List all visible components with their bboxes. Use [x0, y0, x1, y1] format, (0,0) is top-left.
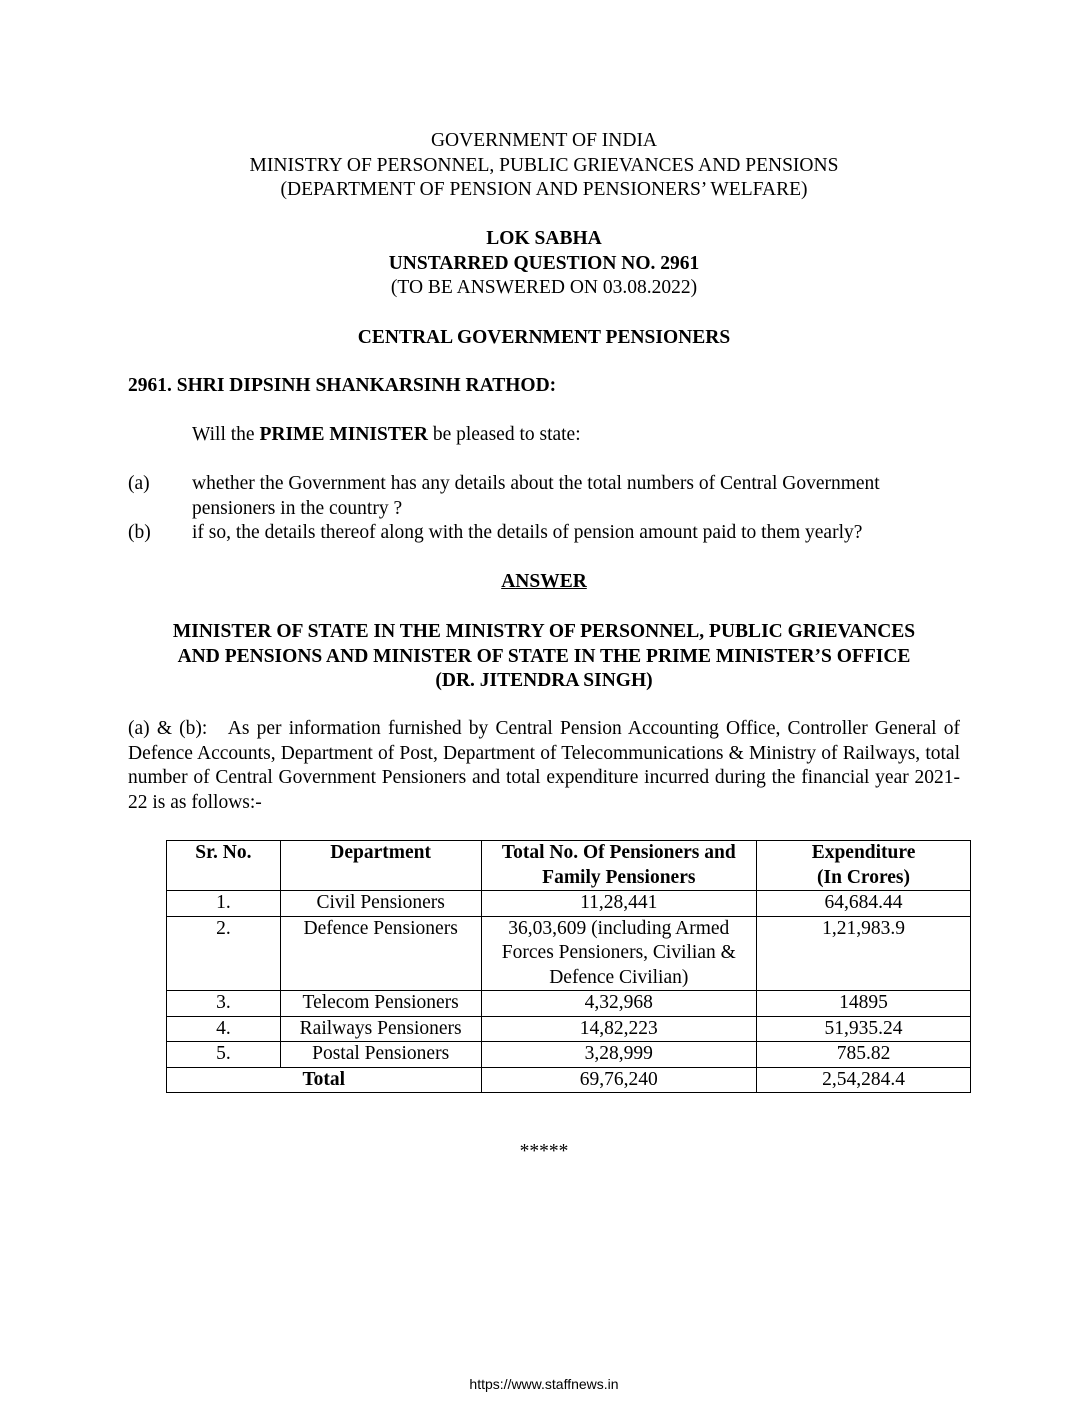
- header-cell: Department: [280, 841, 481, 891]
- pensioners-table: [166, 840, 971, 1093]
- subject: CENTRAL GOVERNMENT PENSIONERS: [357, 327, 731, 348]
- cell: 5.: [167, 1042, 281, 1068]
- cell: 14,82,223: [481, 1016, 757, 1042]
- header-line-1: GOVERNMENT OF INDIA: [430, 130, 658, 151]
- cell: 1.: [167, 891, 281, 917]
- intro-post: be pleased to state:: [427, 424, 581, 445]
- table-header-row: [167, 841, 971, 891]
- intro-line: [192, 423, 960, 448]
- header-line-3: (DEPARTMENT OF PENSION AND PENSIONERS’ WELFARE): [280, 179, 808, 200]
- question-item-b: [128, 521, 960, 546]
- table-row: [167, 991, 971, 1017]
- question-info: [128, 227, 960, 301]
- cell: Postal Pensioners: [280, 1042, 481, 1068]
- table-total-row: [167, 1067, 971, 1093]
- cell: 51,935.24: [757, 1016, 971, 1042]
- cell: Defence Pensioners: [280, 916, 481, 991]
- total-expenditure: 2,54,284.4: [757, 1067, 971, 1093]
- footer-url[interactable]: https://www.staffnews.in: [469, 1376, 619, 1392]
- cell: 2.: [167, 916, 281, 991]
- item-label: (b): [128, 522, 151, 543]
- answer-paragraph: (a) & (b): As per information furnished by Central Pension Accounting Office, Controller General of Defence Accounts, Department of Post, Department of Telecommunications & Ministry of Railways, total number of Central Government Pensioners and total expenditure incurred during the financial year 2021-22 is as follows:-: [128, 718, 965, 813]
- minister-line-2: AND PENSIONS AND MINISTER OF STATE IN THE PRIME MINISTER’S OFFICE: [177, 645, 911, 667]
- cell: 4.: [167, 1016, 281, 1042]
- table-row: [167, 916, 971, 991]
- cell: 11,28,441: [481, 891, 757, 917]
- item-text: if so, the details thereof along with the details of pension amount paid to them yearly?: [192, 522, 863, 543]
- cell: 14895: [757, 991, 971, 1017]
- item-text: whether the Government has any details about the total numbers of Central Government pensioners in the country ?: [192, 473, 880, 519]
- asker: 2961. SHRI DIPSINH SHANKARSINH RATHOD:: [128, 375, 557, 396]
- house-name: LOK SABHA: [486, 228, 602, 249]
- question-item-a: [128, 472, 960, 521]
- header-cell: Total No. Of Pensioners and Family Pensioners: [481, 841, 757, 891]
- cell: 64,684.44: [757, 891, 971, 917]
- cell: Telecom Pensioners: [280, 991, 481, 1017]
- cell: 1,21,983.9: [757, 916, 971, 991]
- header-cell: Sr. No.: [167, 841, 281, 891]
- cell: 785.82: [757, 1042, 971, 1068]
- minister-block: [128, 620, 960, 694]
- table-row: [167, 891, 971, 917]
- table-row: [167, 1042, 971, 1068]
- minister-line-3: (DR. JITENDRA SINGH): [435, 670, 653, 691]
- header-cell: Expenditure (In Crores): [757, 841, 971, 891]
- table-row: [167, 1016, 971, 1042]
- total-label: Total: [167, 1067, 482, 1093]
- cell: 36,03,609 (including Armed Forces Pensioners, Civilian & Defence Civilian): [481, 916, 757, 991]
- cell: 4,32,968: [481, 991, 757, 1017]
- minister-line-1: MINISTER OF STATE IN THE MINISTRY OF PERSONNEL, PUBLIC GRIEVANCES: [172, 621, 916, 642]
- intro-bold: PRIME MINISTER: [259, 424, 428, 445]
- cell: 3.: [167, 991, 281, 1017]
- cell: 3,28,999: [481, 1042, 757, 1068]
- question-number: UNSTARRED QUESTION NO. 2961: [388, 252, 700, 274]
- intro-pre: Will the: [192, 424, 260, 445]
- cell: Railways Pensioners: [280, 1016, 481, 1042]
- document-header: [128, 129, 960, 203]
- header-line-2: MINISTRY OF PERSONNEL, PUBLIC GRIEVANCES AND PENSIONS: [249, 154, 839, 176]
- cell: Civil Pensioners: [280, 891, 481, 917]
- answer-date: (TO BE ANSWERED ON 03.08.2022): [390, 277, 698, 298]
- answer-heading: ANSWER: [501, 571, 587, 592]
- total-pensioners: 69,76,240: [481, 1067, 757, 1093]
- end-mark: *****: [519, 1141, 569, 1162]
- item-label: (a): [128, 473, 150, 494]
